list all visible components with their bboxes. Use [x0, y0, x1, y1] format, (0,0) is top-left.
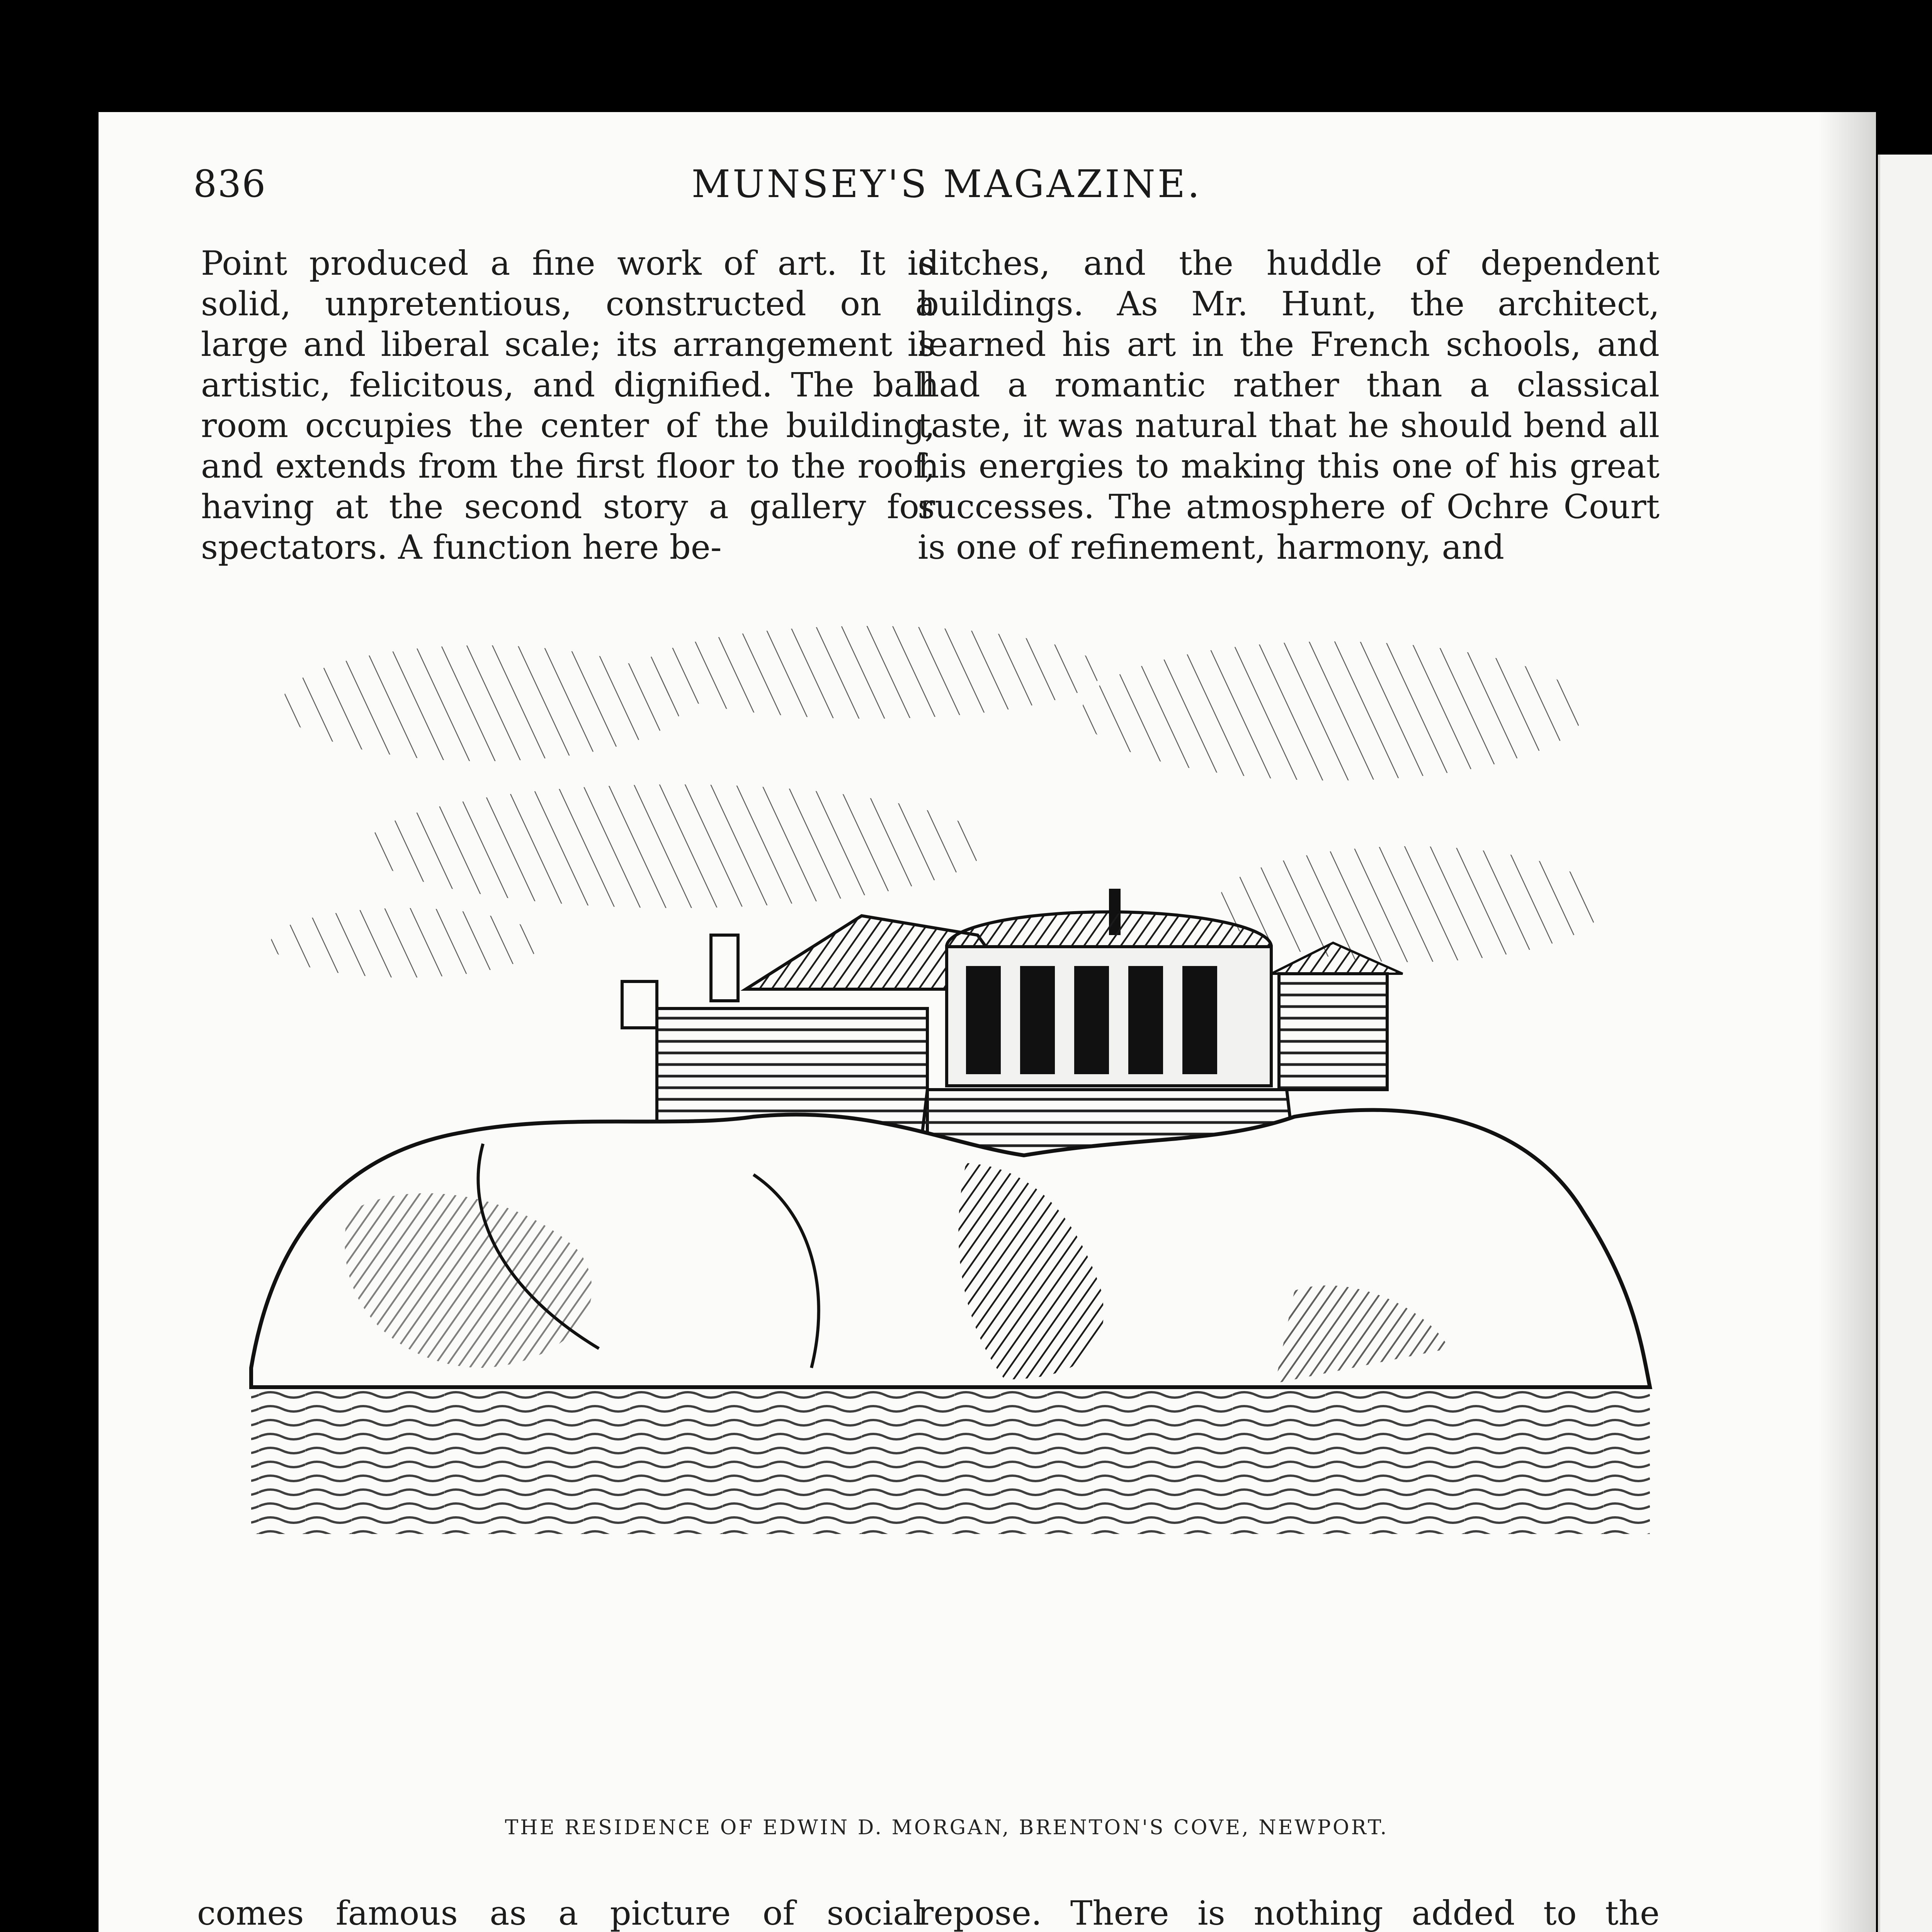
paragraph: repose. There is nothing added to the: [918, 1894, 1660, 1932]
paragraph: comes famous as a picture of social: [197, 1894, 923, 1932]
water-reflection: [251, 1387, 1650, 1534]
page-header: [193, 158, 1700, 216]
text-column-bottom-right: [918, 1893, 1660, 1932]
page-gutter-shadow: [1818, 112, 1876, 1932]
text-column-top-left: [201, 243, 935, 568]
paragraph: ditches, and the huddle of dependent buildings. As Mr. Hunt, the architect, learned his art in the French schools, and had a romantic rather than a classical taste, it was natural that he should bend all his energies to making this one of his great successes. The atmosphere of Ochre Court is one of refinement, harmony, and: [918, 244, 1660, 567]
paragraph: Point produced a fine work of art. It is solid, unpretentious, constructed on a large and liberal scale; its arrangement is artistic, felicitous, and dignified. The ball room occupies the center of the building, and extends from the first floor to the roof, having at the second story a gallery for spectators. A function here be-: [201, 244, 935, 567]
running-title: MUNSEY'S MAGAZINE.: [691, 162, 1202, 206]
page-number: 836: [193, 162, 267, 206]
text-column-bottom-left: [197, 1893, 923, 1932]
text-column-top-right: [918, 243, 1660, 568]
engraving-illustration: [213, 595, 1681, 1580]
sky-clouds: [270, 626, 1604, 978]
adjacent-page-edge: [1878, 155, 1932, 1932]
rocky-cliff: [251, 1110, 1650, 1387]
illustration-caption: THE RESIDENCE OF EDWIN D. MORGAN, BRENTON'S COVE, NEWPORT.: [505, 1816, 1389, 1839]
